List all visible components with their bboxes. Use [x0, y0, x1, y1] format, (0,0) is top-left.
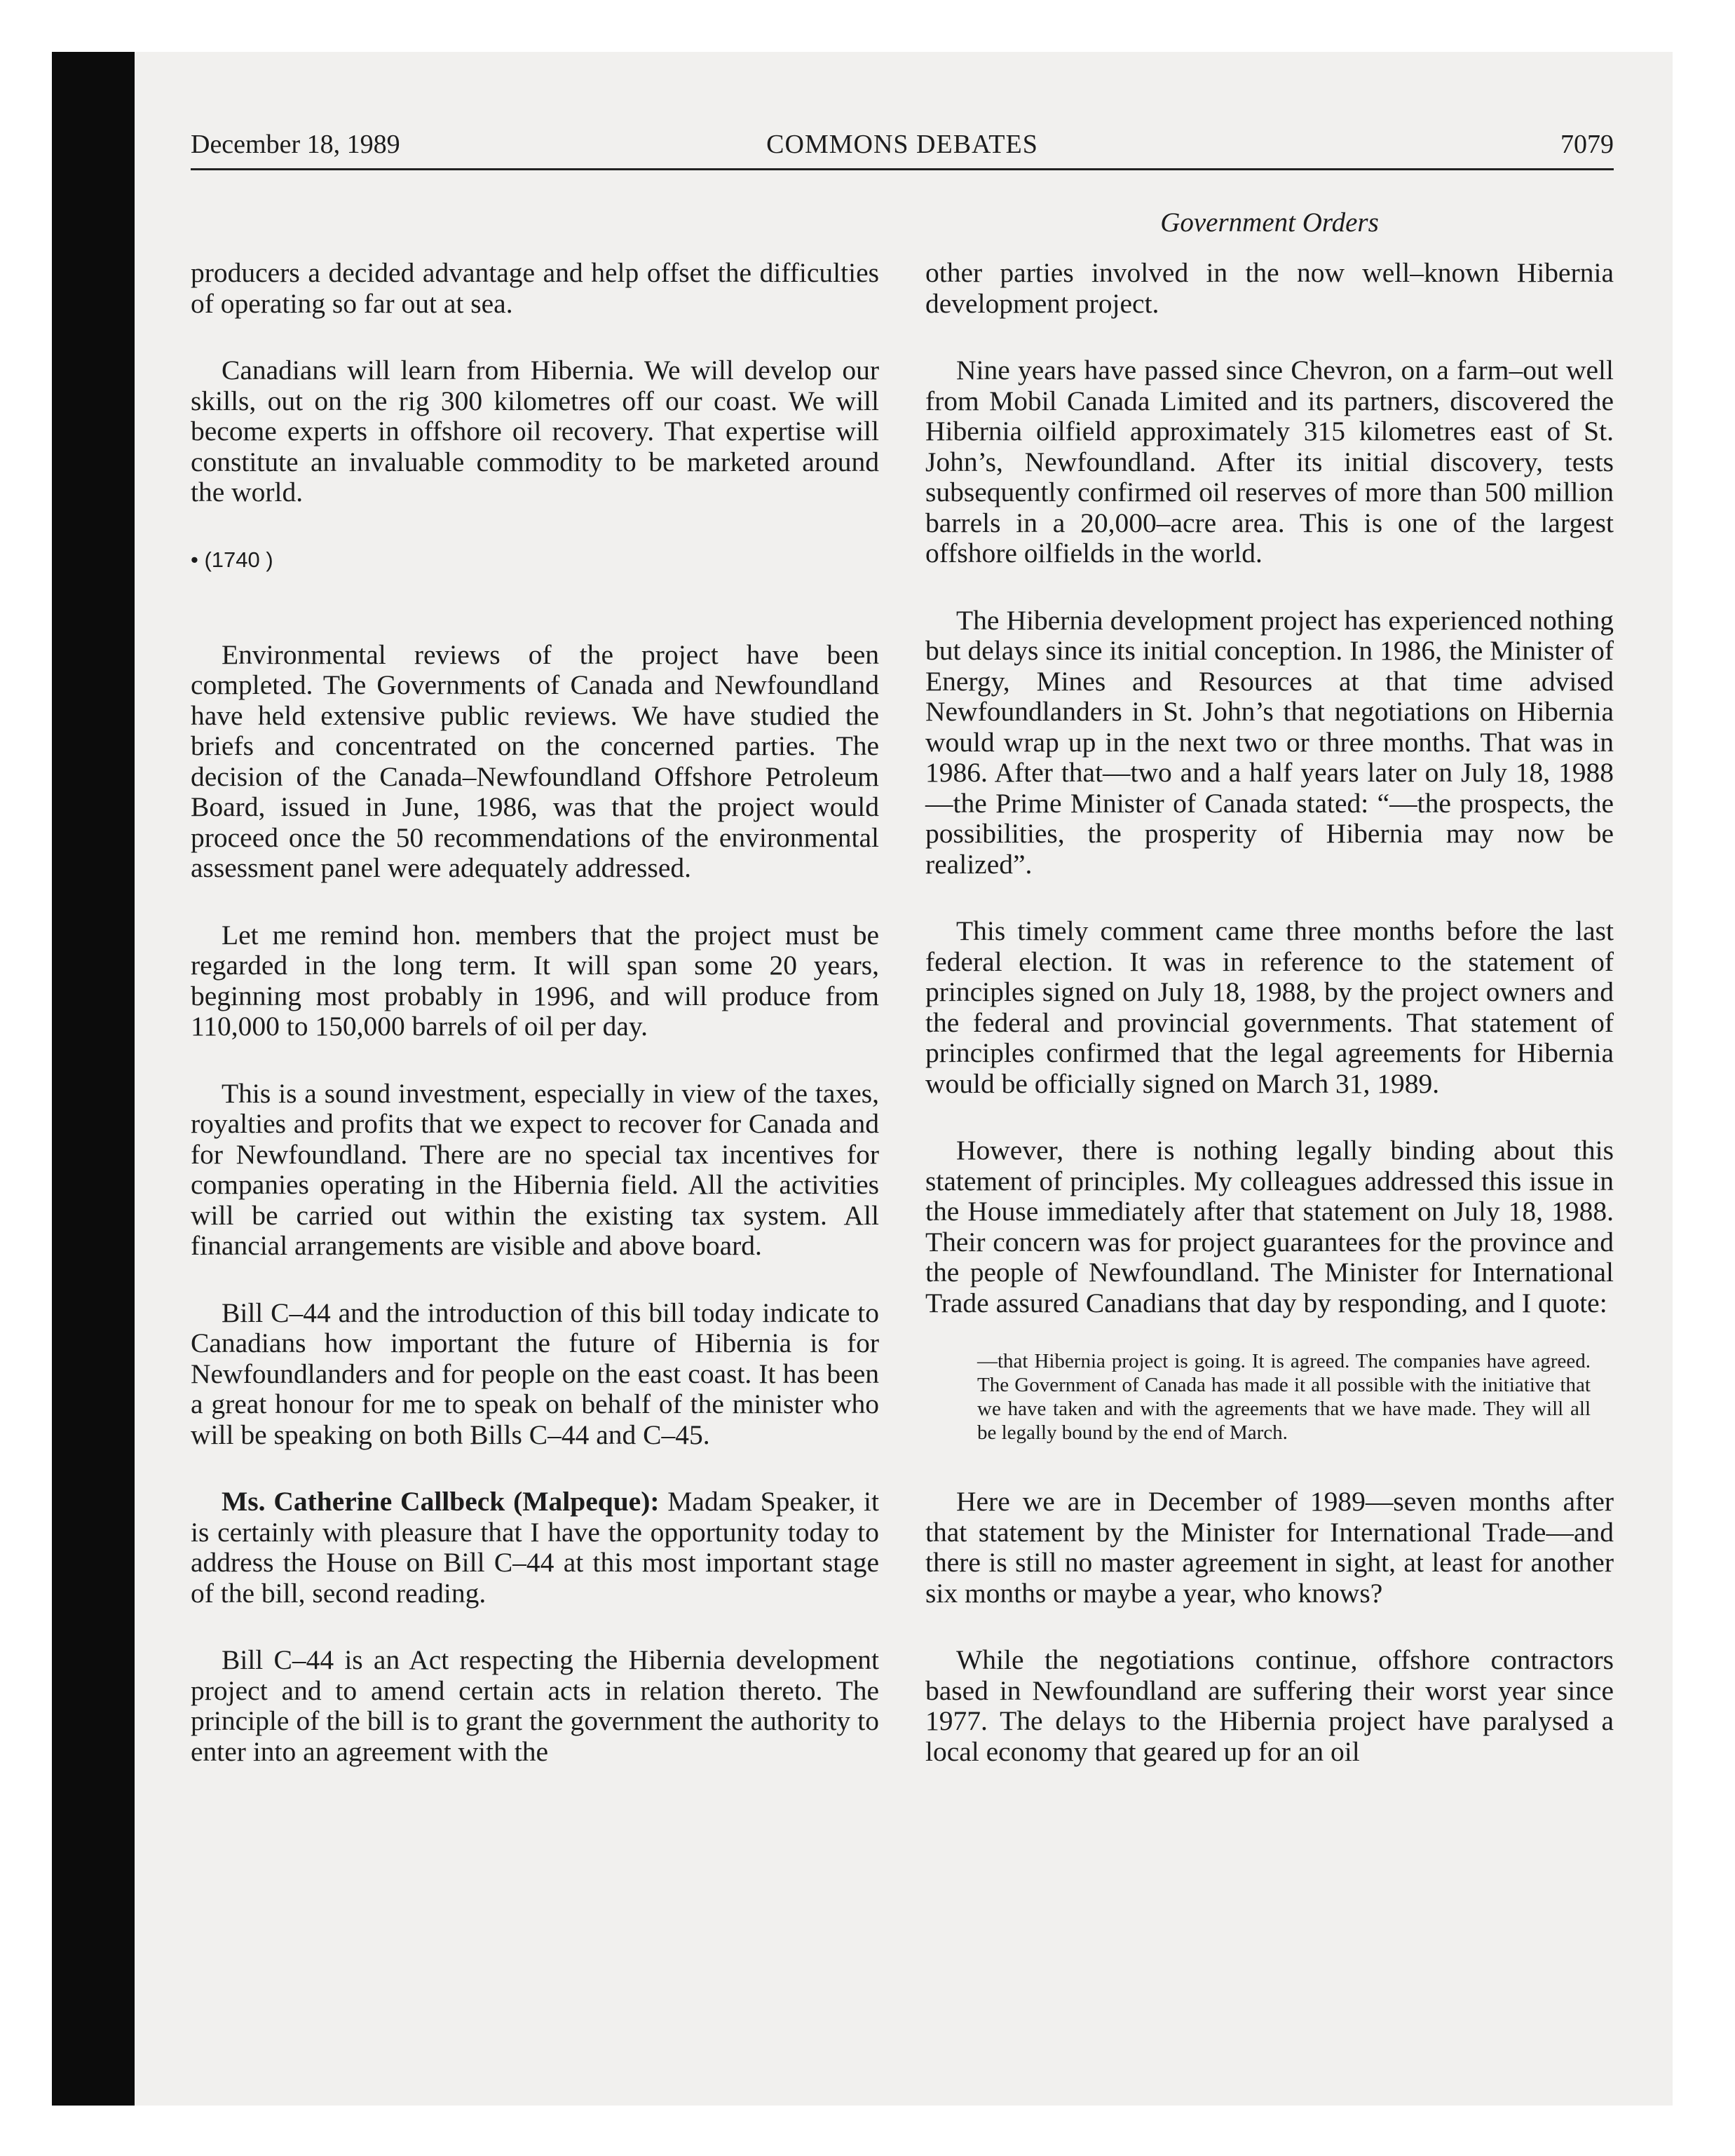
paragraph: Environmental reviews of the project have been completed. The Governments of Canada and Newfoundland have held extensive public reviews. We have studied the briefs and concentrated on the concerned parties. The decision of the Canada–Newfoundland Offshore Petroleum Board, issued in June, 1986, was that the project would proceed once the 50 recommendations of the environmental assessment panel were adequately addressed. [191, 639, 879, 883]
paragraph: This is a sound investment, especially in view of the taxes, royalties and profits that we expect to recover for Canada and for Newfoundland. There are no special tax incentives for companies operating in the Hibernia field. All the activities will be carried out within the existing tax system. All financial arrangements are visible and above board. [191, 1077, 879, 1261]
speaker-paragraph [191, 1487, 879, 1609]
paragraph: producers a decided advantage and help offset the difficulties of operating so far out at sea. [191, 257, 879, 319]
right-column [925, 258, 1614, 1803]
paragraph: Let me remind hon. members that the project must be regarded in the long term. It will span some 20 years, beginning most probably in 1996, and will produce from 110,000 to 150,000 barrels of oil per day. [191, 919, 879, 1042]
page-header [191, 125, 1614, 164]
paragraph: The Hibernia development project has experienced nothing but delays since its initial conception. In 1986, the Minister of Energy, Mines and Resources at that time advised Newfoundlanders in St. John’s that negotiations on Hibernia would wrap up in the next two or three months. That was in 1986. After that—two and a half years later on July 18, 1988—the Prime Minister of Canada stated: “—the prospects, the possibilities, the prosperity of Hibernia may now be realized”. [925, 604, 1614, 880]
speaker-name: Ms. Catherine Callbeck (Malpeque): [222, 1486, 660, 1517]
paragraph: However, there is nothing legally binding about this statement of principles. My colleagues addressed this issue in the House immediately after that statement on July 18, 1988. Their concern was for project guarantees for the province and the people of Newfoundland. The Minister for International Trade assured Canadians that day by responding, and I quote: [925, 1135, 1614, 1318]
left-column [191, 258, 879, 1803]
header-publication: COMMONS DEBATES [766, 130, 1038, 159]
header-rule [191, 168, 1614, 170]
paragraph: While the negotiations continue, offshore contractors based in Newfoundland are suffering their worst year since 1977. The delays to the Hibernia project have paralysed a local economy that geared up for an oil [925, 1644, 1614, 1767]
paragraph: other parties involved in the now well–known Hibernia development project. [925, 257, 1614, 319]
block-quote: —that Hibernia project is going. It is agreed. The companies have agreed. The Government of Canada has made it all possible with the initiative that we have taken and with the agreements that we have made. They will all be legally bound by the end of March. [977, 1350, 1591, 1444]
paragraph: Nine years have passed since Chevron, on a farm–out well from Mobil Canada Limited and its partners, discovered the Hibernia oilfield approximately 315 kilometres east of St. John’s, Newfoundland. After its initial discovery, tests subsequently confirmed oil reserves of more than 500 million barrels in a 20,000–acre area. This is one of the largest offshore oilfields in the world. [925, 355, 1614, 568]
page-number: 7079 [1560, 130, 1614, 159]
paragraph: Bill C–44 is an Act respecting the Hibernia development project and to amend certain acts in relation thereto. The principle of the bill is to grant the government the authority to enter into an agreement with the [191, 1644, 879, 1767]
paragraph: Canadians will learn from Hibernia. We will develop our skills, out on the rig 300 kilometres off our coast. We will become experts in offshore oil recovery. That expertise will constitute an invaluable commodity to be marketed around the world. [191, 355, 879, 507]
paragraph: This timely comment came three months before the last federal election. It was in reference to the statement of principles signed on July 18, 1988, by the project owners and the federal and provincial governments. That statement of principles confirmed that the legal agreements for Hibernia would be officially signed on March 31, 1989. [925, 915, 1614, 1099]
speaker-text: Madam Speaker, it is certainly with pleasure that I have the opportunity today to address the House on Bill C–44 at this most important stage of the bill, second reading. [191, 1486, 879, 1609]
header-date: December 18, 1989 [191, 130, 400, 159]
time-marker: • (1740 ) [191, 547, 273, 572]
paragraph: Here we are in December of 1989—seven months after that statement by the Minister for International Trade—and there is still no master agreement in sight, at least for another six months or maybe a year, who knows? [925, 1486, 1614, 1609]
paragraph: Bill C–44 and the introduction of this bill today indicate to Canadians how important the future of Hibernia is for Newfoundlanders and for people on the east coast. It has been a great honour for me to speak on behalf of the minister who will be speaking on both Bills C–44 and C–45. [191, 1297, 879, 1450]
page-binding-edge [52, 52, 135, 2106]
section-title: Government Orders [1160, 207, 1379, 238]
